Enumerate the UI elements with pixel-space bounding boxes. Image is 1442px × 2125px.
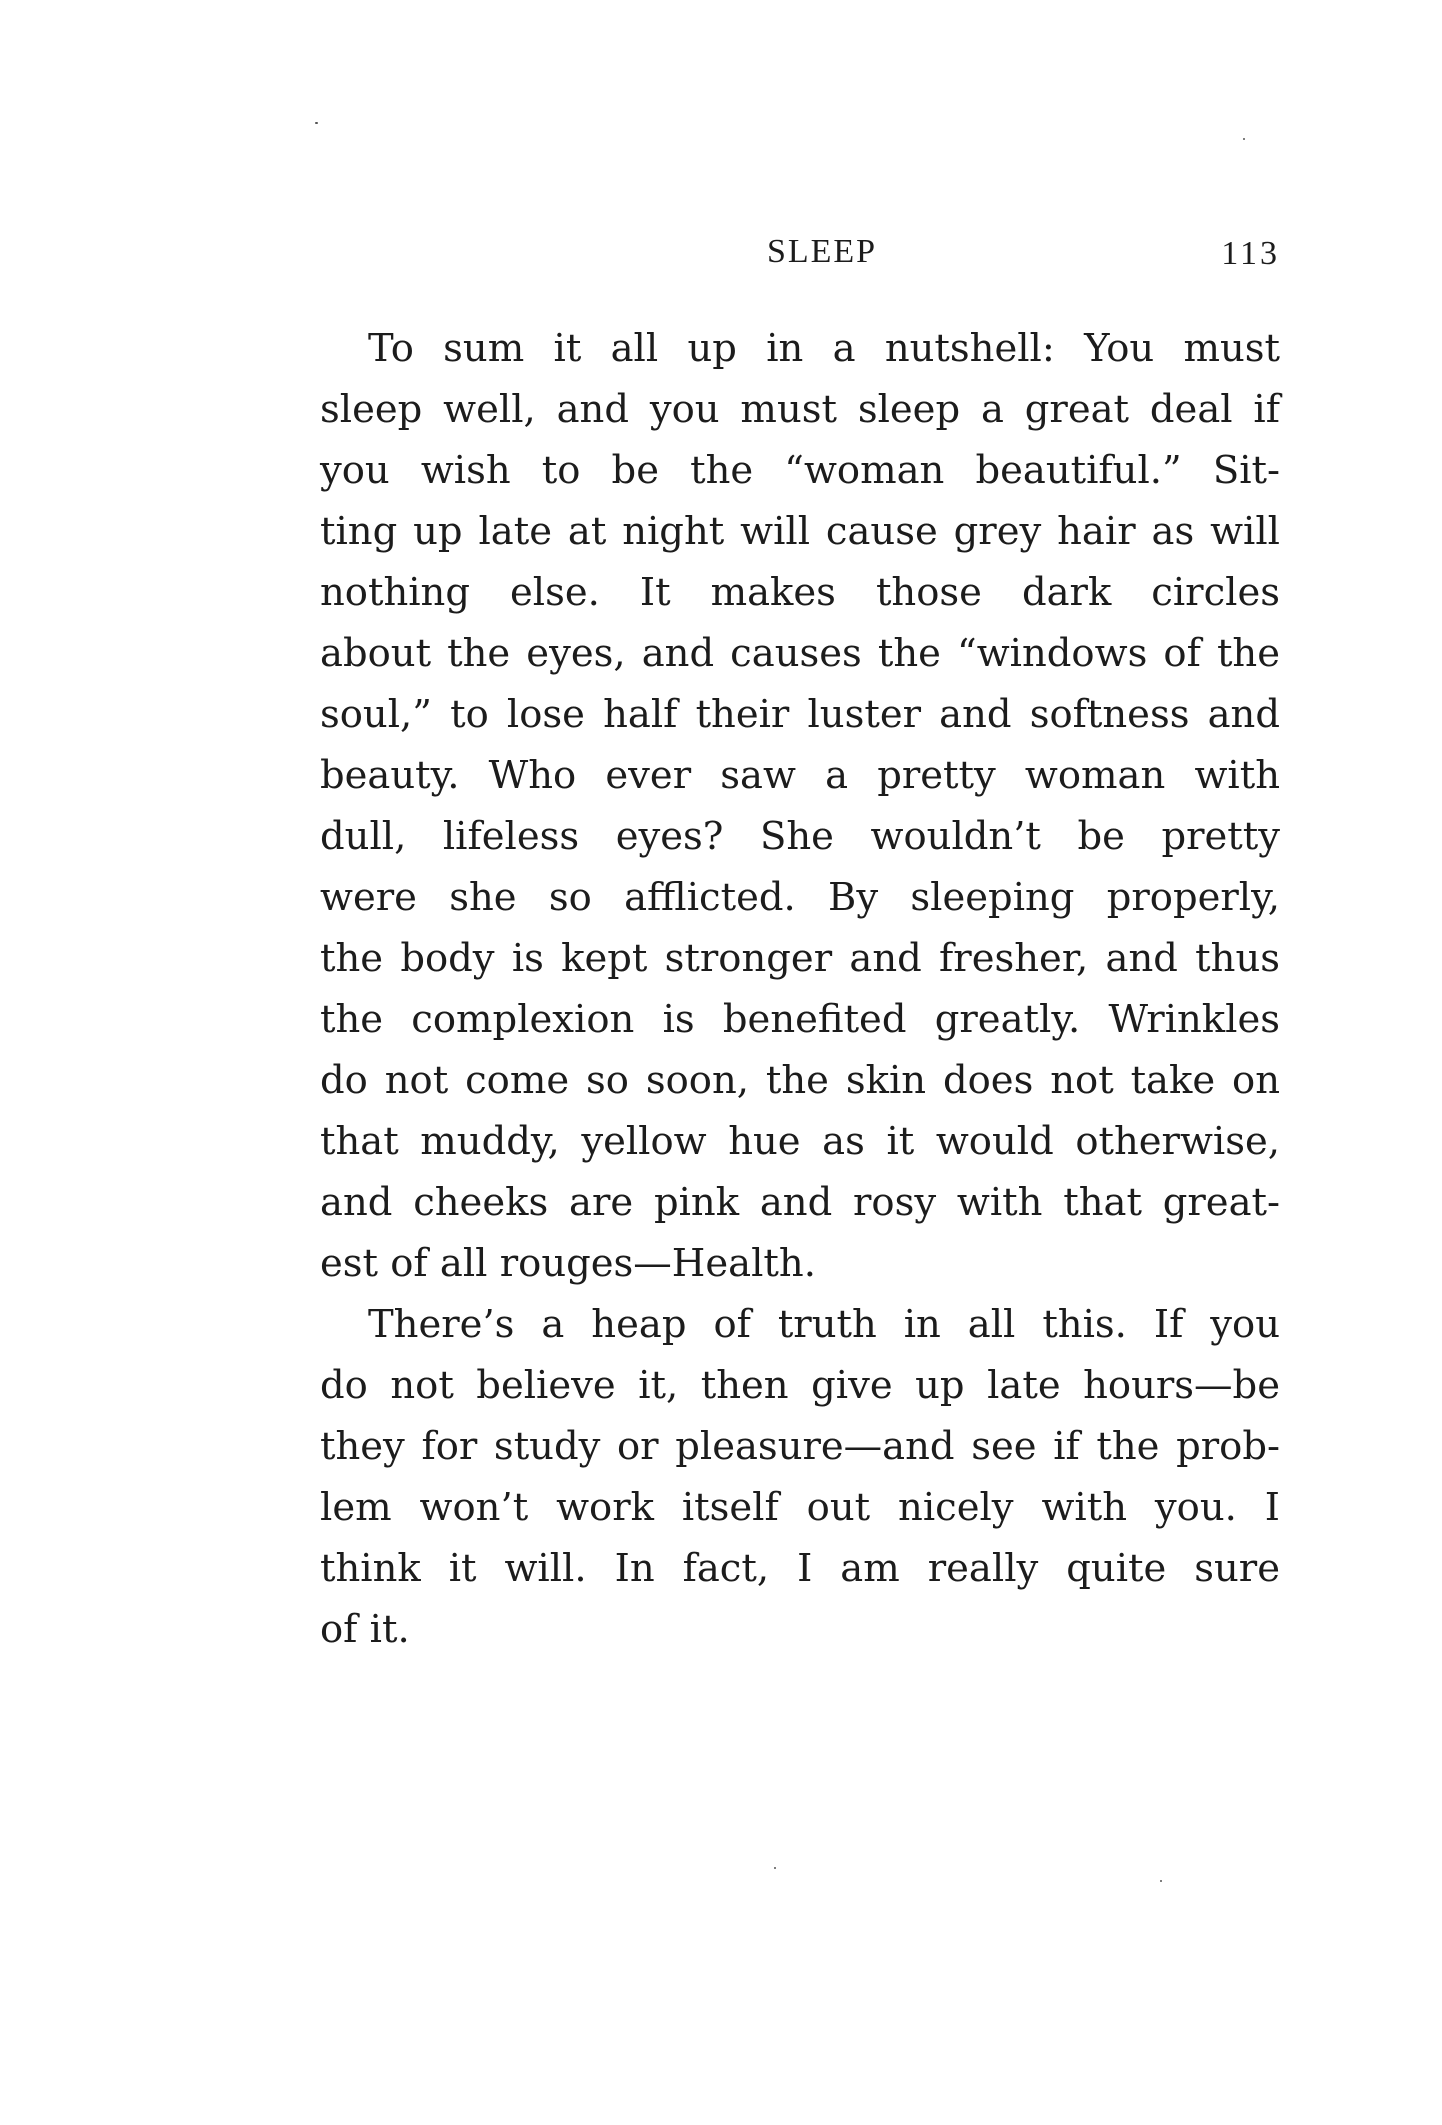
text-line: est of all rouges—Health. <box>320 1241 816 1286</box>
text-line: dull, lifeless eyes? She wouldn’t be pretty <box>320 814 1280 859</box>
paper-speck <box>315 122 318 124</box>
text-line: lem won’t work itself out nicely with you. I <box>320 1485 1280 1530</box>
text-line: do not believe it, then give up late hours—be <box>320 1363 1280 1408</box>
running-head <box>320 232 1280 272</box>
paragraph-2 <box>320 1294 1280 1660</box>
text-line: To sum it all up in a nutshell: You must <box>368 326 1280 371</box>
text-line: soul,” to lose half their luster and softness and <box>320 692 1280 737</box>
text-line: were she so afflicted. By sleeping properly, <box>320 875 1280 920</box>
text-line: that muddy, yellow hue as it would otherwise, <box>320 1119 1280 1164</box>
text-line: you wish to be the “woman beautiful.” Sit- <box>320 448 1280 493</box>
text-line: do not come so soon, the skin does not take on <box>320 1058 1280 1103</box>
text-line: of it. <box>320 1607 410 1652</box>
text-line: the complexion is benefited greatly. Wrinkles <box>320 997 1280 1042</box>
text-line: they for study or pleasure—and see if the prob- <box>320 1424 1280 1469</box>
text-line: the body is kept stronger and fresher, and thus <box>320 936 1280 981</box>
paper-speck <box>1243 138 1245 140</box>
page-number: 113 <box>1221 235 1280 272</box>
text-line: sleep well, and you must sleep a great deal if <box>320 387 1280 432</box>
text-line: There’s a heap of truth in all this. If you <box>368 1302 1280 1347</box>
body-text <box>320 318 1280 1660</box>
text-line: and cheeks are pink and rosy with that great- <box>320 1180 1280 1225</box>
text-line: beauty. Who ever saw a pretty woman with <box>320 753 1280 798</box>
text-line: ting up late at night will cause grey hair as will <box>320 509 1280 554</box>
chapter-title: SLEEP <box>766 233 878 270</box>
text-line: nothing else. It makes those dark circles <box>320 570 1280 615</box>
paper-speck <box>1160 1880 1162 1882</box>
text-line: about the eyes, and causes the “windows of the <box>320 631 1280 676</box>
text-line: think it will. In fact, I am really quite sure <box>320 1546 1280 1591</box>
paragraph-1 <box>320 318 1280 1294</box>
paper-speck <box>774 1867 776 1869</box>
